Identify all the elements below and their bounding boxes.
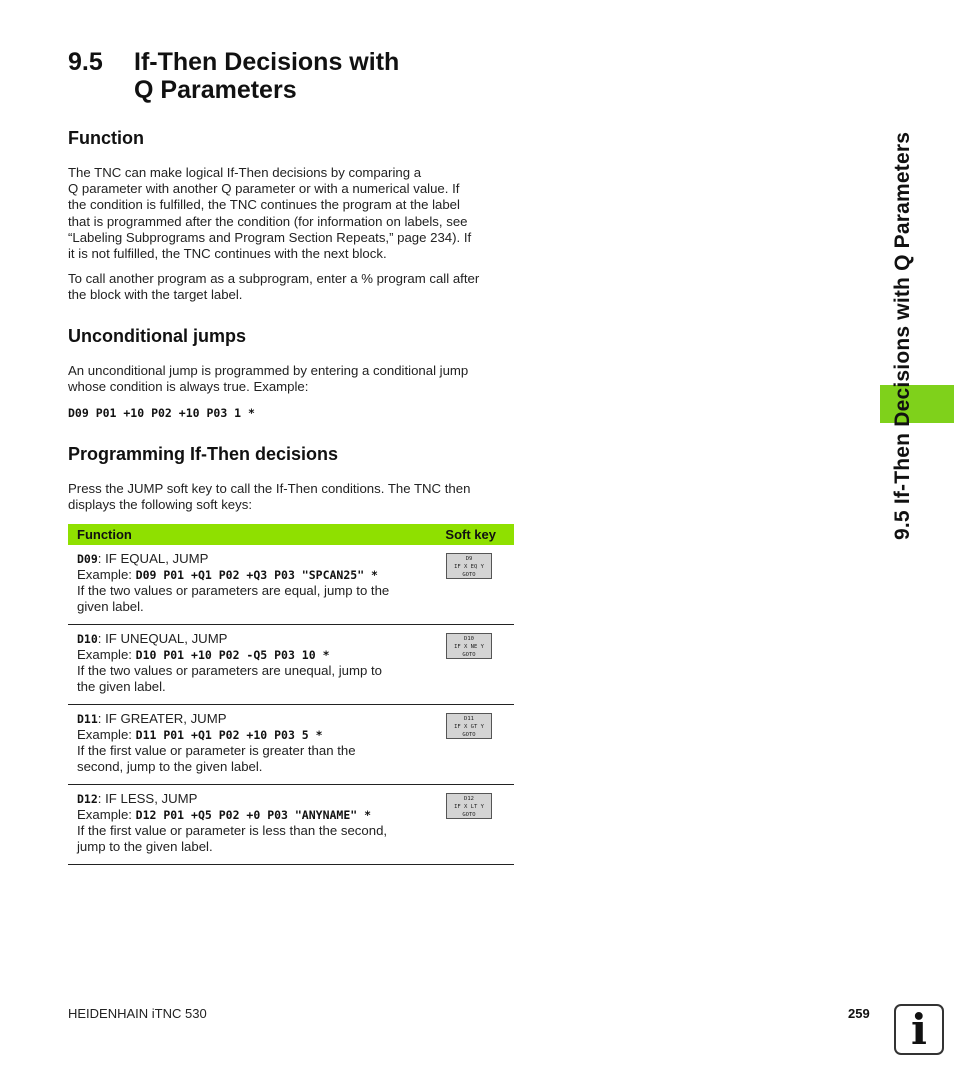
- text-line: The TNC can make logical If-Then decisions by comparing a: [68, 165, 422, 180]
- softkey-cell: [428, 705, 514, 785]
- text-line: Press the JUMP soft key to call the If-Then conditions. The TNC then: [68, 481, 471, 496]
- function-description: second, jump to the given label.: [77, 759, 263, 774]
- example-label: Example:: [77, 567, 136, 582]
- softkey-label: IF X NE Y: [454, 644, 484, 650]
- section-heading-unconditional-jumps: Unconditional jumps: [68, 326, 246, 346]
- example-code: D11 P01 +Q1 P02 +10 P03 5 *: [135, 728, 323, 742]
- example-code: D10 P01 +10 P02 -Q5 P03 10 *: [135, 648, 330, 662]
- text-line: that is programmed after the condition (for information on labels, see: [68, 213, 468, 229]
- table-row: [68, 785, 514, 865]
- softkey-cell: [428, 785, 514, 865]
- table-row: [68, 625, 514, 705]
- softkey-cell: [428, 625, 514, 705]
- function-description: the given label.: [77, 679, 166, 694]
- header-function: Function: [68, 524, 428, 545]
- function-cell: [68, 625, 428, 705]
- function-title: : IF GREATER, JUMP: [97, 711, 227, 726]
- softkey-label: IF X EQ Y: [454, 564, 484, 570]
- function-cell: [68, 705, 428, 785]
- softkey-label: D9: [465, 556, 473, 562]
- function-description: If the first value or parameter is greater than the: [77, 743, 356, 758]
- example-label: Example:: [77, 727, 136, 742]
- function-description: If the two values or parameters are unequal, jump to: [77, 663, 382, 678]
- chapter-title: [68, 48, 399, 104]
- function-title: : IF EQUAL, JUMP: [97, 551, 209, 566]
- text-line: the condition is fulfilled, the TNC continues the program at the label: [68, 197, 460, 213]
- table-row: [68, 705, 514, 785]
- function-title: : IF LESS, JUMP: [97, 791, 198, 806]
- text-line: Q parameter with another Q parameter or with a numerical value. If: [68, 181, 460, 197]
- softkey-label: GOTO: [462, 812, 476, 818]
- function-description: given label.: [77, 599, 144, 614]
- function-paragraph-1: [68, 165, 513, 262]
- unconditional-code-example: D09 P01 +10 P02 +10 P03 1 *: [68, 406, 255, 420]
- function-code: D11: [77, 712, 98, 726]
- text-line: “Labeling Subprograms and Program Section Repeats,” page 234). If: [68, 229, 472, 245]
- softkey-label: GOTO: [462, 652, 476, 658]
- softkey-table: [68, 524, 514, 865]
- programming-paragraph: [68, 481, 513, 513]
- function-title: : IF UNEQUAL, JUMP: [97, 631, 228, 646]
- text-line: it is not fulfilled, the TNC continues with the next block.: [68, 246, 387, 262]
- softkey-if-equal-jump[interactable]: [446, 553, 492, 579]
- section-heading-function: Function: [68, 128, 144, 148]
- text-line: the block with the target label.: [68, 287, 243, 303]
- softkey-if-unequal-jump[interactable]: [446, 633, 492, 659]
- text-line: displays the following soft keys:: [68, 497, 252, 513]
- function-cell: [68, 545, 428, 625]
- text-line: whose condition is always true. Example:: [68, 379, 309, 395]
- side-tab-text: 9.5 If-Then Decisions with Q Parameters: [891, 131, 914, 540]
- softkey-if-greater-jump[interactable]: [446, 713, 492, 739]
- softkey-label: GOTO: [462, 572, 476, 578]
- softkey-label: GOTO: [462, 732, 476, 738]
- softkey-if-less-jump[interactable]: [446, 793, 492, 819]
- function-paragraph-2: [68, 271, 513, 303]
- text-line: An unconditional jump is programmed by entering a conditional jump: [68, 363, 469, 378]
- unconditional-paragraph: [68, 363, 513, 395]
- function-cell: [68, 785, 428, 865]
- softkey-label: D11: [464, 716, 474, 722]
- text-line: To call another program as a subprogram, enter a % program call after: [68, 271, 480, 286]
- function-code: D09: [77, 552, 98, 566]
- info-icon: i: [894, 1004, 944, 1055]
- function-description: If the first value or parameter is less than the second,: [77, 823, 388, 838]
- softkey-cell: [428, 545, 514, 625]
- footer-page-number: 259: [848, 1006, 870, 1021]
- chapter-number: 9.5: [68, 48, 103, 76]
- section-heading-programming: Programming If-Then decisions: [68, 444, 339, 464]
- example-code: D12 P01 +Q5 P02 +0 P03 "ANYNAME" *: [135, 808, 372, 822]
- example-label: Example:: [77, 647, 136, 662]
- example-code: D09 P01 +Q1 P02 +Q3 P03 "SPCAN25" *: [135, 568, 378, 582]
- function-description: If the two values or parameters are equal, jump to the: [77, 583, 390, 598]
- header-softkey: Soft key: [428, 524, 514, 545]
- function-code: D10: [77, 632, 98, 646]
- function-description: jump to the given label.: [77, 839, 213, 854]
- function-code: D12: [77, 792, 98, 806]
- table-row: [68, 545, 514, 625]
- softkey-label: D10: [464, 636, 474, 642]
- example-label: Example:: [77, 807, 136, 822]
- table-header-row: [68, 524, 514, 545]
- softkey-label: IF X GT Y: [454, 724, 484, 730]
- softkey-label: IF X LT Y: [454, 804, 484, 810]
- footer-product-name: HEIDENHAIN iTNC 530: [68, 1006, 207, 1021]
- chapter-title-line2: Q Parameters: [134, 76, 297, 104]
- chapter-title-line1: If-Then Decisions with: [134, 48, 400, 76]
- softkey-label: D12: [464, 796, 474, 802]
